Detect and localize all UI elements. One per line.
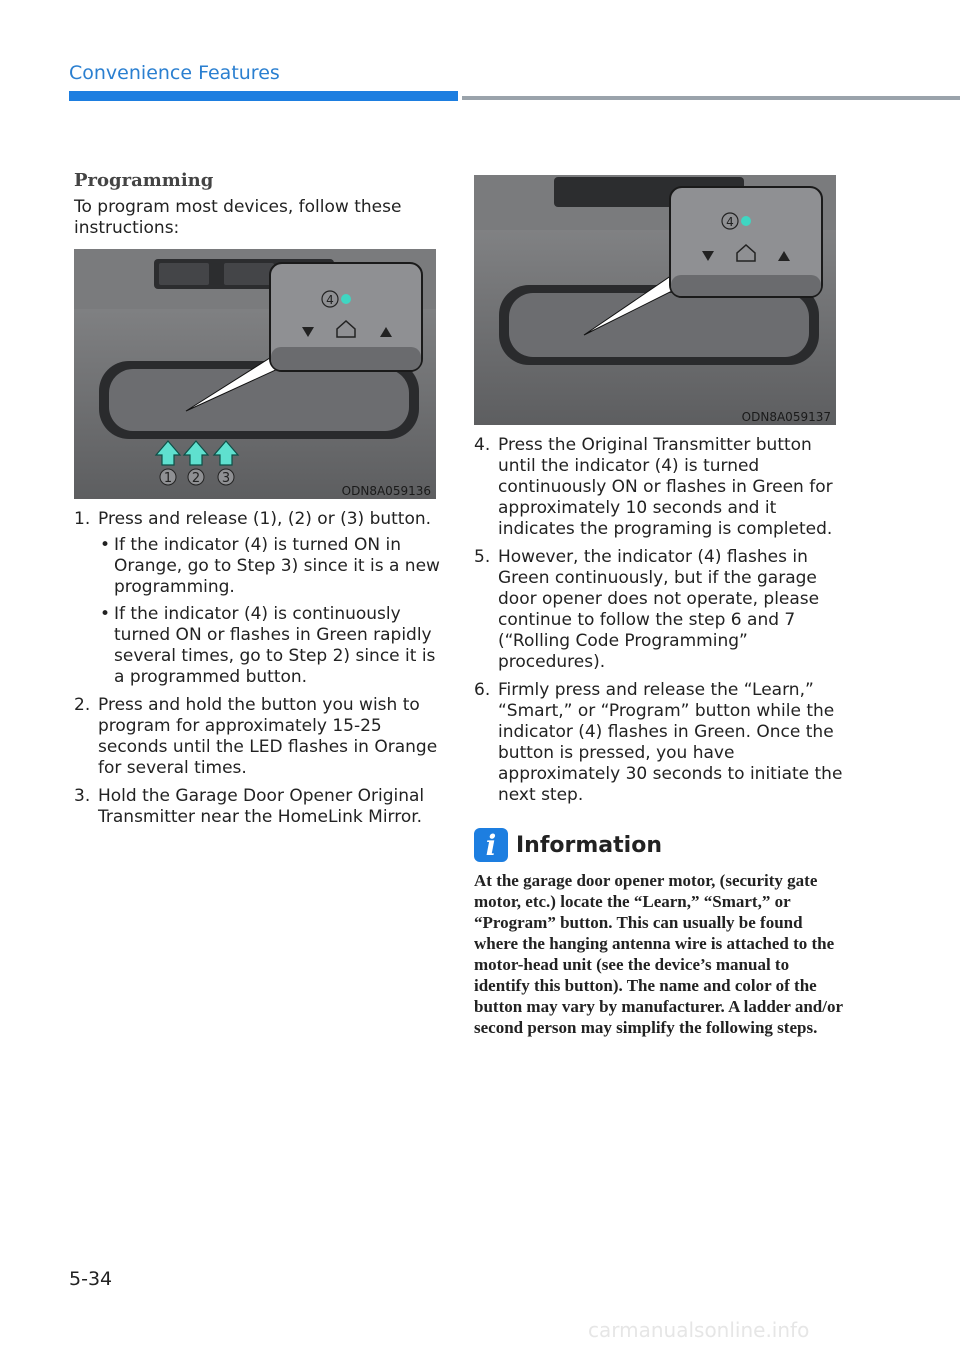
list-item: 5. However, the indicator (4) flashes in Green continuously, but if the garage door opener does not operate, please continue to follow the step 6 and 7 (“Rolling Code Programming” procedures). — [474, 547, 820, 672]
left-column — [74, 170, 444, 835]
list-item: 4. Press the Original Transmitter button until the indicator (4) is turned continuously ON or flashes in Green for approximately 10 seconds and it indicates the programing is completed. — [474, 435, 833, 539]
list-item: • If the indicator (4) is continuously turned ON or flashes in Green rapidly several times, go to Step 2) since it is a programmed button. — [100, 604, 436, 687]
right-column — [474, 175, 844, 1038]
steps-list — [74, 509, 444, 828]
figure-code: ODN8A059136 — [341, 484, 431, 498]
list-item: • If the indicator (4) is turned ON in Orange, go to Step 3) since it is a new programming. — [100, 535, 440, 597]
sub-list — [98, 535, 444, 688]
information-box — [474, 828, 844, 1038]
list-item: 6. Firmly press and release the “Learn,” “Smart,” or “Program” button while the indicator (4) flashes in Green. Once the button is pressed, you have approximately 30 seconds to initiate the next step. — [474, 680, 843, 805]
figure-code: ODN8A059137 — [741, 410, 831, 424]
information-header — [474, 828, 844, 862]
section-title: Programming — [74, 170, 214, 191]
button-label-3: 3 — [221, 471, 231, 486]
list-item: 1. Press and release (1), (2) or (3) button. • If the indicator (4) is turned ON in Orange, go to Step 3) since it is a new programming. • If the indicator (4) is continuously turned ON or flashes in Green rapidly several times, go to Step 2) since it is a programmed button. — [74, 509, 444, 688]
step-text: Firmly press and release the “Learn,” “Smart,” or “Program” button while the indicator (4) flashes in Green. Once the button is pressed, you have approximately 30 seconds to initiate the next step. — [498, 680, 843, 805]
step-text: Press and hold the button you wish to program for approximately 15-25 seconds until the LED flashes in Orange for several times. — [98, 695, 438, 778]
step-text: However, the indicator (4) flashes in Green continuously, but if the garage door opener does not operate, please continue to follow the step 6 and 7 (“Rolling Code Programming” procedures). — [498, 547, 820, 672]
step-text: Press and release (1), (2) or (3) button. — [98, 509, 432, 529]
list-item: 2. Press and hold the button you wish to program for approximately 15-25 seconds until the LED flashes in Orange for several times. — [74, 695, 438, 778]
step-text: Press the Original Transmitter button until the indicator (4) is turned continuously ON or flashes in Green for approximately 10 seconds and it indicates the programing is completed. — [498, 435, 833, 539]
watermark: carmanualsonline.info — [588, 1318, 810, 1342]
info-icon: i — [474, 828, 508, 862]
button-label-1: 1 — [163, 471, 173, 486]
page-number: 5-34 — [69, 1268, 113, 1290]
section-header: Convenience Features — [69, 62, 280, 84]
figure-mirror-indicator — [474, 175, 836, 425]
step-text: Hold the Garage Door Opener Original Transmitter near the HomeLink Mirror. — [98, 786, 425, 827]
information-title: Information — [516, 832, 662, 858]
list-item: 3. Hold the Garage Door Opener Original Transmitter near the HomeLink Mirror. — [74, 786, 425, 827]
callout-indicator-label: 4 — [326, 293, 334, 307]
steps-list — [474, 435, 844, 806]
button-label-2: 2 — [191, 471, 201, 486]
header-accent-bar — [69, 91, 458, 101]
intro-text: To program most devices, follow these instructions: — [74, 197, 402, 238]
header-divider — [462, 96, 960, 100]
mirror-indicator-illustration — [474, 175, 836, 425]
bullet-text: If the indicator (4) is continuously turned ON or flashes in Green rapidly several times, go to Step 2) since it is a programmed button. — [114, 604, 436, 687]
callout-indicator-label: 4 — [726, 215, 734, 229]
information-body: At the garage door opener motor, (security gate motor, etc.) locate the “Learn,” “Smart,” or “Program” button. This can usually be found where the hanging antenna wire is attached to the motor-head unit (see the device’s manual to identify this button). The name and color of the button may vary by manufacturer. A ladder and/or second person may simplify the following steps. — [474, 871, 843, 1037]
figure-mirror-buttons — [74, 249, 436, 499]
bullet-text: If the indicator (4) is turned ON in Orange, go to Step 3) since it is a new programming. — [114, 535, 440, 597]
mirror-illustration — [74, 249, 436, 499]
